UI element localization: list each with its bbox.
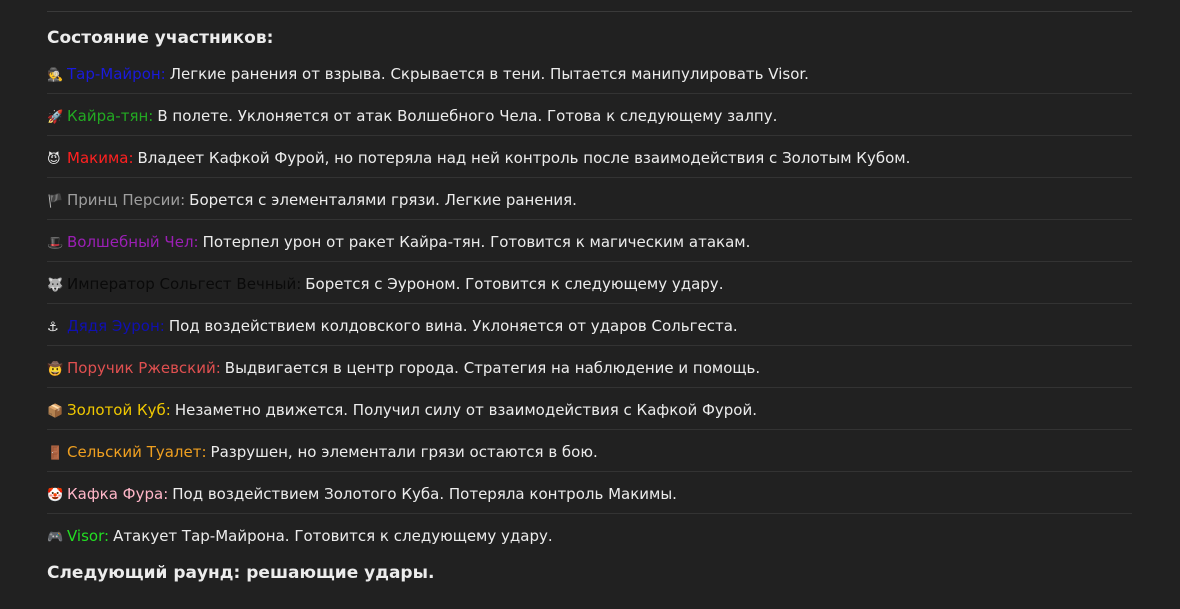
participant-name: Император Сольгест Вечный: — [67, 275, 302, 293]
participant-row — [47, 346, 1132, 388]
participant-row — [47, 178, 1132, 220]
participants-list — [47, 52, 1132, 556]
clown-icon: 🤡 — [47, 488, 64, 503]
participants-status-heading: Состояние участников: — [47, 28, 274, 48]
participant-name: Принц Персии: — [67, 191, 186, 209]
participant-name: Сельский Туалет: — [67, 443, 207, 461]
participant-status: Под воздействием Золотого Куба. Потеряла контроль Макимы. — [172, 485, 677, 503]
participant-row — [47, 472, 1132, 514]
participant-status: Легкие ранения от взрыва. Скрывается в тени. Пытается манипулировать Visor. — [169, 65, 809, 83]
participant-status: В полете. Уклоняется от атак Волшебного Чела. Готова к следующему залпу. — [157, 107, 778, 125]
participant-name: Волшебный Чел: — [67, 233, 199, 251]
top-divider — [47, 11, 1132, 12]
participant-row — [47, 304, 1132, 346]
participant-name: Поручик Ржевский: — [67, 359, 221, 377]
package-icon: 📦 — [47, 404, 64, 419]
participant-status: Борется с Эуроном. Готовится к следующему удару. — [305, 275, 724, 293]
participant-name: Макима: — [67, 149, 134, 167]
top-hat-icon: 🎩 — [47, 236, 64, 251]
rocket-icon: 🚀 — [47, 110, 64, 125]
participant-row — [47, 94, 1132, 136]
participant-name: Visor: — [67, 527, 110, 545]
door-icon: 🚪 — [47, 446, 64, 461]
participant-status: Атакует Тар-Майрона. Готовится к следующему удару. — [113, 527, 553, 545]
participant-status: Владеет Кафкой Фурой, но потеряла над ней контроль после взаимодействия с Золотым Кубом. — [137, 149, 911, 167]
participant-row — [47, 514, 1132, 556]
participant-row — [47, 388, 1132, 430]
participant-status: Выдвигается в центр города. Стратегия на наблюдение и помощь. — [224, 359, 761, 377]
participant-row — [47, 430, 1132, 472]
detective-icon: 🕵 — [47, 68, 64, 83]
participant-name: Кайра-тян: — [67, 107, 154, 125]
participant-row — [47, 262, 1132, 304]
cowboy-icon: 🤠 — [47, 362, 64, 377]
participant-status: Разрушен, но элементали грязи остаются в бою. — [210, 443, 598, 461]
participant-status: Незаметно движется. Получил силу от взаимодействия с Кафкой Фурой. — [174, 401, 757, 419]
message-content — [47, 24, 1132, 587]
black-flag-icon: 🏴 — [47, 194, 64, 209]
anchor-icon: ⚓ — [47, 320, 59, 335]
wolf-icon: 🐺 — [47, 278, 64, 293]
participant-row — [47, 136, 1132, 178]
participant-name: Дядя Эурон: — [67, 317, 165, 335]
participant-status: Под воздействием колдовского вина. Уклоняется от ударов Сольгеста. — [168, 317, 738, 335]
participant-status: Потерпел урон от ракет Кайра-тян. Готовится к магическим атакам. — [202, 233, 751, 251]
gamepad-icon: 🎮 — [47, 530, 64, 545]
participant-status: Борется с элементалями грязи. Легкие ранения. — [189, 191, 577, 209]
participant-name: Тар-Майрон: — [67, 65, 166, 83]
devil-icon: 😈 — [47, 152, 61, 167]
participant-name: Золотой Куб: — [67, 401, 171, 419]
participant-name: Кафка Фура: — [67, 485, 169, 503]
next-round-heading: Следующий раунд: решающие удары. — [47, 563, 435, 583]
participant-row — [47, 52, 1132, 94]
participant-row — [47, 220, 1132, 262]
